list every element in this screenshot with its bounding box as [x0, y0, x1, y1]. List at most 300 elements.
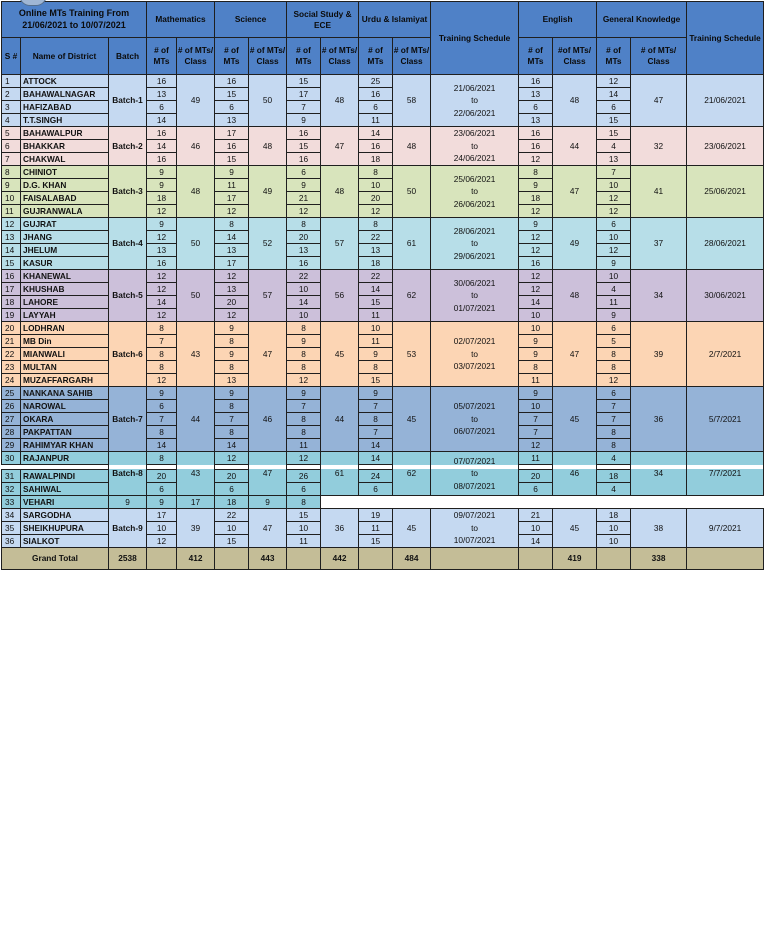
batch-label: Batch-2: [109, 127, 147, 166]
serial-number: 15: [2, 257, 21, 270]
schedule-date: 29/06/2021: [453, 250, 496, 261]
social-mts: 17: [177, 496, 215, 509]
english-mts-per-class: 47: [553, 322, 597, 387]
training-sheet: [1, 1, 763, 570]
training-schedule-range: [431, 270, 519, 322]
social-mts: 10: [287, 283, 321, 296]
science-mts: 6: [215, 101, 249, 114]
district-name: SARGODHA: [21, 509, 109, 522]
science-mts: 17: [215, 192, 249, 205]
district-row: [2, 166, 764, 179]
english-mts: 7: [519, 413, 553, 426]
math-mts: 6: [147, 101, 177, 114]
english-mts: 12: [519, 244, 553, 257]
urdu-mts: 8: [359, 218, 393, 231]
district-name: D.G. KHAN: [21, 179, 109, 192]
schedule-to: to: [471, 238, 478, 249]
gk-mts: 15: [597, 127, 631, 140]
district-rows: [2, 75, 764, 548]
serial-number: 23: [2, 361, 21, 374]
gk-mts-per-class: 34: [631, 452, 687, 496]
training-date: 21/06/2021: [687, 75, 764, 127]
district-name: CHINIOT: [21, 166, 109, 179]
science-mts: 8: [215, 335, 249, 348]
grand-total-row: [2, 548, 764, 570]
science-class-header: # of MTs/ Class: [249, 38, 287, 75]
batch-label: Batch-5: [109, 270, 147, 322]
math-mts: 14: [147, 439, 177, 452]
schedule-date: 09/07/2021: [453, 510, 496, 521]
social-mts: 17: [287, 88, 321, 101]
gk-mts: 12: [597, 205, 631, 218]
math-mts: 13: [147, 244, 177, 257]
social-mts: 7: [287, 101, 321, 114]
gk-mts-per-class: 47: [631, 75, 687, 127]
schedule-date: 30/06/2021: [453, 277, 496, 288]
grand-total-label: Grand Total: [2, 548, 109, 570]
district-name: NAROWAL: [21, 400, 109, 413]
urdu-mts: 11: [359, 114, 393, 127]
social-mts: 15: [287, 75, 321, 88]
serial-number: 18: [2, 296, 21, 309]
science-mts: 9: [215, 348, 249, 361]
math-mts: 12: [147, 283, 177, 296]
sheet-title: Online MTs Training From 21/06/2021 to 10/07/2021: [2, 2, 147, 38]
english-mts: 7: [519, 426, 553, 439]
serial-number: 9: [2, 179, 21, 192]
schedule-date: 26/06/2021: [453, 198, 496, 209]
schedule-to: to: [471, 413, 478, 424]
schedule-date: 01/07/2021: [453, 302, 496, 313]
schedule-date: 23/06/2021: [453, 128, 496, 139]
schedule-to: to: [471, 95, 478, 106]
district-name: MUZAFFARGARH: [21, 374, 109, 387]
social-mts: 16: [287, 127, 321, 140]
serial-number: 7: [2, 153, 21, 166]
total-english-class: 419: [553, 548, 597, 570]
district-name: VEHARI: [21, 496, 109, 509]
gk-mts-per-class: 37: [631, 218, 687, 270]
science-mts: 8: [215, 361, 249, 374]
science-mts: 17: [215, 257, 249, 270]
urdu-mts: 15: [359, 374, 393, 387]
total-social-class: 442: [321, 548, 359, 570]
gk-mts: 8: [287, 496, 321, 509]
science-mts: 12: [215, 452, 249, 465]
urdu-mts: 8: [359, 361, 393, 374]
social-mts: 8: [287, 322, 321, 335]
training-schedule-range: [431, 166, 519, 218]
social-mts-per-class: 45: [321, 322, 359, 387]
gk-mts: 11: [597, 296, 631, 309]
math-mts: 6: [147, 483, 177, 496]
training-schedule-range: [431, 127, 519, 166]
gk-mts: 10: [597, 270, 631, 283]
english-mts: 8: [519, 361, 553, 374]
serial-number: 5: [2, 127, 21, 140]
english-mts: 11: [519, 452, 553, 465]
math-mts: 16: [147, 127, 177, 140]
urdu-mts: 6: [359, 483, 393, 496]
social-mts: 21: [287, 192, 321, 205]
social-mts: 12: [287, 205, 321, 218]
social-class-header: # of MTs/ Class: [321, 38, 359, 75]
schedule-date: 02/07/2021: [453, 336, 496, 347]
training-date: 9/7/2021: [687, 509, 764, 548]
english-mts: 16: [519, 257, 553, 270]
english-mts: 6: [519, 483, 553, 496]
district-name: LODHRAN: [21, 322, 109, 335]
schedule-date: 28/06/2021: [453, 225, 496, 236]
math-mts: 8: [147, 452, 177, 465]
gk-mts: 6: [597, 101, 631, 114]
serial-number: 10: [2, 192, 21, 205]
science-mts: 12: [215, 270, 249, 283]
sno-header: S #: [2, 38, 21, 75]
math-mts-per-class: 49: [177, 75, 215, 127]
training-date: 28/06/2021: [687, 218, 764, 270]
math-mts: 9: [147, 387, 177, 400]
schedule-date: 25/06/2021: [453, 173, 496, 184]
math-mts: 16: [147, 257, 177, 270]
science-mts-per-class: 47: [249, 322, 287, 387]
social-mts-per-class: 48: [321, 166, 359, 218]
math-mts-per-class: 46: [177, 127, 215, 166]
urdu-mts-per-class: 62: [393, 270, 431, 322]
training-schedule-range: [431, 218, 519, 270]
math-mts: 7: [147, 413, 177, 426]
english-mts-per-class: 48: [553, 270, 597, 322]
schedule-date: 08/07/2021: [453, 480, 496, 491]
social-mts: 9: [287, 387, 321, 400]
social-mts: 9: [287, 335, 321, 348]
gk-mts-per-class: 41: [631, 166, 687, 218]
district-name: FAISALABAD: [21, 192, 109, 205]
english-mts: 10: [519, 309, 553, 322]
schedule-date: 05/07/2021: [453, 401, 496, 412]
math-mts: 7: [147, 335, 177, 348]
social-mts-per-class: 57: [321, 218, 359, 270]
english-mts: 9: [249, 496, 287, 509]
subject-science: Science: [215, 2, 287, 38]
social-mts: 15: [287, 140, 321, 153]
serial-number: 35: [2, 522, 21, 535]
district-row: [2, 496, 764, 509]
math-mts: 16: [147, 75, 177, 88]
urdu-mts: 18: [359, 257, 393, 270]
urdu-mts: 14: [359, 283, 393, 296]
social-mts-per-class: 36: [321, 509, 359, 548]
science-mts: 13: [215, 114, 249, 127]
english-mts: 13: [519, 88, 553, 101]
math-mts-per-class: 43: [177, 452, 215, 496]
urdu-mts: 8: [359, 413, 393, 426]
district-row: [2, 218, 764, 231]
batch-label: Batch-4: [109, 218, 147, 270]
social-mts: 8: [287, 348, 321, 361]
science-mts: 12: [215, 205, 249, 218]
urdu-mts-per-class: 61: [393, 218, 431, 270]
urdu-mts: 14: [359, 127, 393, 140]
english-mts: 6: [519, 101, 553, 114]
serial-number: 24: [2, 374, 21, 387]
serial-number: 11: [2, 205, 21, 218]
serial-number: 4: [2, 114, 21, 127]
serial-number: 26: [2, 400, 21, 413]
english-mts: 9: [519, 179, 553, 192]
urdu-mts-per-class: 50: [393, 166, 431, 218]
english-mts-per-class: 45: [553, 387, 597, 452]
district-row: [2, 452, 764, 465]
district-name: KASUR: [21, 257, 109, 270]
english-mts: 9: [519, 387, 553, 400]
schedule-date: 22/06/2021: [453, 107, 496, 118]
social-mts: 8: [287, 361, 321, 374]
district-name: LAHORE: [21, 296, 109, 309]
urdu-mts: 22: [359, 231, 393, 244]
district-name: T.T.SINGH: [21, 114, 109, 127]
math-mts-per-class: 39: [177, 509, 215, 548]
math-mts: 9: [147, 218, 177, 231]
science-mts: 9: [215, 322, 249, 335]
social-mts: 8: [287, 426, 321, 439]
schedule-date: 07/07/2021: [453, 455, 496, 466]
english-mts: 10: [519, 322, 553, 335]
total-science-mts-blank: [215, 548, 249, 570]
total-schedule-blank: [431, 548, 519, 570]
gk-mts-header: # of MTs: [597, 38, 631, 75]
urdu-mts: 18: [215, 496, 249, 509]
science-mts-per-class: 57: [249, 270, 287, 322]
serial-number: 8: [2, 166, 21, 179]
gk-mts-per-class: 34: [631, 270, 687, 322]
english-mts: 12: [519, 283, 553, 296]
english-mts: 20: [519, 470, 553, 483]
science-mts-per-class: 49: [249, 166, 287, 218]
schedule-to: to: [471, 468, 478, 479]
social-mts: 7: [287, 400, 321, 413]
serial-number: 20: [2, 322, 21, 335]
gk-mts: 12: [597, 374, 631, 387]
gk-mts-per-class: 32: [631, 127, 687, 166]
urdu-mts-per-class: 58: [393, 75, 431, 127]
social-mts: 16: [287, 257, 321, 270]
math-mts-header: # of MTs: [147, 38, 177, 75]
district-row: [2, 387, 764, 400]
subject-mathematics: Mathematics: [147, 2, 215, 38]
training-date: 30/06/2021: [687, 270, 764, 322]
science-mts: 9: [147, 496, 177, 509]
training-date: 2/7/2021: [687, 322, 764, 387]
gk-mts: 12: [597, 192, 631, 205]
urdu-class-header: # of MTs/ Class: [393, 38, 431, 75]
schedule-date: 10/07/2021: [453, 535, 496, 546]
serial-number: 31: [2, 470, 21, 483]
serial-number: 25: [2, 387, 21, 400]
social-mts: 9: [287, 179, 321, 192]
schedule-date: 03/07/2021: [453, 361, 496, 372]
math-mts: 12: [147, 535, 177, 548]
social-mts: 8: [287, 218, 321, 231]
english-mts: 12: [519, 153, 553, 166]
english-mts-header: # of MTs: [519, 38, 553, 75]
serial-number: 3: [2, 101, 21, 114]
gk-mts: 9: [597, 309, 631, 322]
gk-mts: 18: [597, 509, 631, 522]
serial-number: 33: [2, 496, 21, 509]
training-date: 25/06/2021: [687, 166, 764, 218]
science-mts: 16: [215, 75, 249, 88]
math-class-header: # of MTs/ Class: [177, 38, 215, 75]
social-mts: 13: [287, 244, 321, 257]
math-mts: 6: [147, 400, 177, 413]
urdu-mts: 19: [359, 509, 393, 522]
schedule-to: to: [471, 186, 478, 197]
gk-mts: 15: [597, 114, 631, 127]
urdu-mts: 20: [359, 192, 393, 205]
urdu-mts: 10: [359, 179, 393, 192]
district-row: [2, 509, 764, 522]
urdu-mts: 11: [359, 522, 393, 535]
science-mts: 9: [215, 166, 249, 179]
gk-mts: 13: [597, 153, 631, 166]
total-train-blank: [687, 548, 764, 570]
district-name: MIANWALI: [21, 348, 109, 361]
english-mts: 9: [519, 335, 553, 348]
district-name: HAFIZABAD: [21, 101, 109, 114]
social-mts-header: # of MTs: [287, 38, 321, 75]
science-mts: 6: [215, 483, 249, 496]
social-mts: 12: [287, 452, 321, 465]
social-mts: 10: [287, 522, 321, 535]
total-gk-class: 338: [631, 548, 687, 570]
english-mts: 9: [519, 218, 553, 231]
math-mts: 8: [147, 322, 177, 335]
serial-number: 1: [2, 75, 21, 88]
schedule-to: to: [471, 290, 478, 301]
district-name: KHUSHAB: [21, 283, 109, 296]
urdu-mts: 24: [359, 470, 393, 483]
training-schedule-range: [431, 509, 519, 548]
subject-social-study: Social Study & ECE: [287, 2, 359, 38]
math-mts-per-class: 43: [177, 322, 215, 387]
english-mts: 18: [519, 192, 553, 205]
training-schedule-range: [431, 452, 519, 496]
gk-mts: 8: [597, 439, 631, 452]
english-mts-per-class: 49: [553, 218, 597, 270]
training-table: [1, 1, 764, 570]
total-gk-mts-blank: [597, 548, 631, 570]
gk-mts: 7: [597, 400, 631, 413]
science-mts: 14: [215, 231, 249, 244]
english-mts: 12: [519, 231, 553, 244]
english-mts: 11: [519, 374, 553, 387]
district-name: SIALKOT: [21, 535, 109, 548]
district-name: BHAKKAR: [21, 140, 109, 153]
training-schedule-range: [431, 322, 519, 387]
urdu-mts: 11: [359, 335, 393, 348]
science-mts-per-class: 47: [249, 452, 287, 496]
english-mts: 16: [519, 140, 553, 153]
math-mts-per-class: 50: [177, 218, 215, 270]
science-mts: 13: [215, 244, 249, 257]
district-row: [2, 127, 764, 140]
district-name: PAKPATTAN: [21, 426, 109, 439]
science-mts-per-class: 52: [249, 218, 287, 270]
serial-number: 13: [2, 231, 21, 244]
district-name: BAHAWALNAGAR: [21, 88, 109, 101]
math-mts: 8: [147, 426, 177, 439]
district-row: [2, 270, 764, 283]
urdu-mts: 16: [359, 88, 393, 101]
subject-english: English: [519, 2, 597, 38]
english-mts-per-class: 45: [553, 509, 597, 548]
batch-label: Batch-9: [109, 509, 147, 548]
district-row: [2, 322, 764, 335]
science-mts-per-class: 46: [249, 387, 287, 452]
science-mts: 20: [215, 470, 249, 483]
district-name: RAJANPUR: [21, 452, 109, 465]
social-mts: 6: [287, 166, 321, 179]
district-name: RAHIMYAR KHAN: [21, 439, 109, 452]
urdu-mts-per-class: 53: [393, 322, 431, 387]
science-mts: 10: [215, 522, 249, 535]
urdu-mts: 13: [359, 244, 393, 257]
social-mts: 11: [287, 439, 321, 452]
subject-urdu-islamiyat: Urdu & Islamiyat: [359, 2, 431, 38]
math-mts: 9: [147, 179, 177, 192]
urdu-mts: 14: [359, 439, 393, 452]
urdu-mts-per-class: 48: [393, 127, 431, 166]
english-mts: 9: [519, 348, 553, 361]
training-schedule-range: [431, 75, 519, 127]
science-mts: 17: [215, 127, 249, 140]
district-name: BAHAWALPUR: [21, 127, 109, 140]
science-mts: 8: [215, 400, 249, 413]
serial-number: 27: [2, 413, 21, 426]
gk-mts: 6: [597, 387, 631, 400]
total-math-class: 412: [177, 548, 215, 570]
gk-mts: 9: [597, 257, 631, 270]
schedule-to: to: [471, 348, 478, 359]
schedule-date: 21/06/2021: [453, 82, 496, 93]
gk-mts: 4: [597, 483, 631, 496]
urdu-mts: 6: [359, 101, 393, 114]
urdu-mts: 14: [359, 452, 393, 465]
math-mts: 14: [147, 114, 177, 127]
district-name: RAWALPINDI: [21, 470, 109, 483]
math-mts: 13: [147, 88, 177, 101]
serial-number: 29: [2, 439, 21, 452]
gk-mts: 10: [597, 535, 631, 548]
urdu-mts-per-class: 45: [393, 509, 431, 548]
total-urdu-mts-blank: [359, 548, 393, 570]
batch-header: Batch: [109, 38, 147, 75]
social-mts: 22: [287, 270, 321, 283]
urdu-mts: 7: [359, 426, 393, 439]
batch-label: Batch-3: [109, 166, 147, 218]
gk-mts: 12: [597, 244, 631, 257]
social-mts: 11: [287, 535, 321, 548]
urdu-mts: 10: [359, 322, 393, 335]
total-urdu-class: 484: [393, 548, 431, 570]
science-mts: 7: [215, 413, 249, 426]
serial-number: 28: [2, 426, 21, 439]
social-mts: 26: [287, 470, 321, 483]
urdu-mts: 8: [359, 166, 393, 179]
english-mts: 10: [519, 522, 553, 535]
gk-mts: 8: [597, 426, 631, 439]
